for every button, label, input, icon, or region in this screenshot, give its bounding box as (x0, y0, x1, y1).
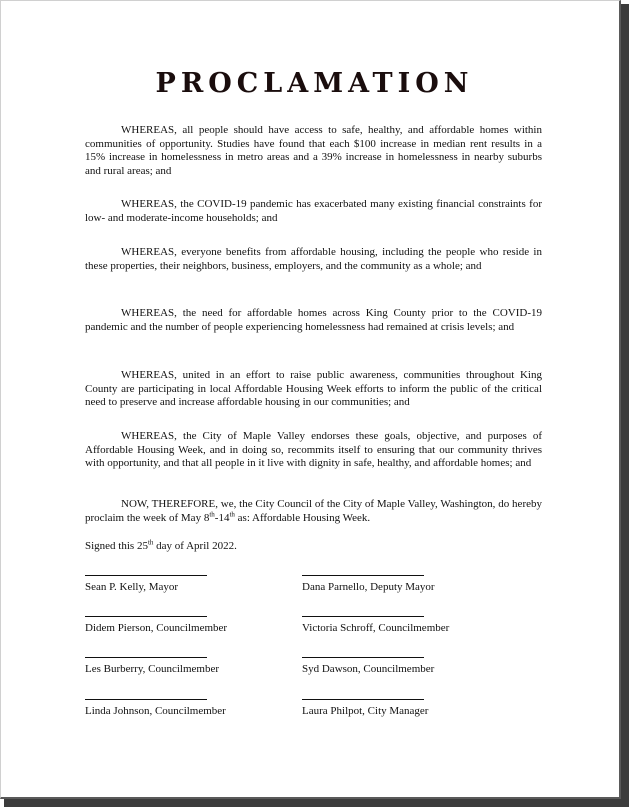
signature-block (302, 616, 482, 634)
resolution-tail: as: Affordable Housing Week. (234, 511, 371, 524)
signed-date (85, 540, 237, 552)
signatory-name: Sean P. Kelly, Mayor (85, 581, 179, 593)
whereas-paragraph-2: WHEREAS, the COVID-19 pandemic has exacerbated many existing financial constraints for low- and moderate-income households; and (85, 198, 542, 224)
signature-block (302, 657, 482, 675)
signed-tail: day of April 2022. (153, 540, 237, 552)
resolution-paragraph (85, 498, 542, 525)
page-title: PROCLAMATION (155, 68, 474, 99)
signature-line (302, 575, 424, 576)
signature-block (85, 699, 265, 717)
signature-block (85, 616, 265, 634)
signature-line (85, 575, 207, 576)
signed-lead: Signed this 25 (85, 540, 148, 552)
signatory-name: Didem Pierson, Councilmember (85, 622, 228, 634)
signatory-name: Dana Parnello, Deputy Mayor (302, 581, 435, 593)
whereas-paragraph-6: WHEREAS, the City of Maple Valley endorses these goals, objective, and purposes of Affordable Housing Week, and in doing so, recommits itself to ensuring that our community thrives with opportunity, and that all people in it live with dignity in safe, healthy, and affordable homes; and (85, 430, 542, 470)
signatory-name: Syd Dawson, Councilmember (302, 663, 435, 675)
signature-line (302, 699, 424, 700)
page-shadow-right (621, 4, 629, 807)
resolution-sup-2: th (229, 509, 235, 518)
signatory-name: Victoria Schroff, Councilmember (302, 622, 450, 634)
resolution-sup-1: th (209, 509, 215, 518)
whereas-paragraph-4: WHEREAS, the need for affordable homes across King County prior to the COVID-19 pandemic and the number of people experiencing homelessness had remained at crisis levels; and (85, 307, 542, 333)
signature-block (85, 657, 265, 675)
signature-block (85, 575, 265, 593)
signature-block (302, 699, 482, 717)
signed-sup: th (147, 538, 154, 547)
signature-line (85, 657, 207, 658)
signature-line (302, 657, 424, 658)
signature-line (85, 616, 207, 617)
page-shadow-bottom (4, 799, 629, 807)
whereas-paragraph-5: WHEREAS, united in an effort to raise public awareness, communities throughout King County are participating in local Affordable Housing Week efforts to inform the public of the critical need to preserve and increase affordable housing in our communities; and (85, 369, 542, 409)
whereas-paragraph-3: WHEREAS, everyone benefits from affordable housing, including the people who reside in these properties, their neighbors, business, employers, and the community as a whole; and (85, 246, 542, 272)
signature-line (302, 616, 424, 617)
resolution-mid: -14 (214, 511, 230, 524)
resolution-lead: NOW, THEREFORE, we, the City Council of the City of Maple Valley, Washington, do hereby proclaim the week of May 8 (85, 498, 542, 524)
signature-block (302, 575, 482, 593)
signatory-name: Les Burberry, Councilmember (85, 663, 219, 675)
signatory-name: Laura Philpot, City Manager (302, 705, 429, 717)
whereas-paragraph-1: WHEREAS, all people should have access to safe, healthy, and affordable homes within communities of opportunity. Studies have found that each $100 increase in median rent results in a 15% increase in homelessness in metro areas and a 39% increase in homelessness in nearby suburbs and rural areas; and (85, 124, 542, 177)
signatory-name: Linda Johnson, Councilmember (85, 705, 226, 717)
signature-line (85, 699, 207, 700)
